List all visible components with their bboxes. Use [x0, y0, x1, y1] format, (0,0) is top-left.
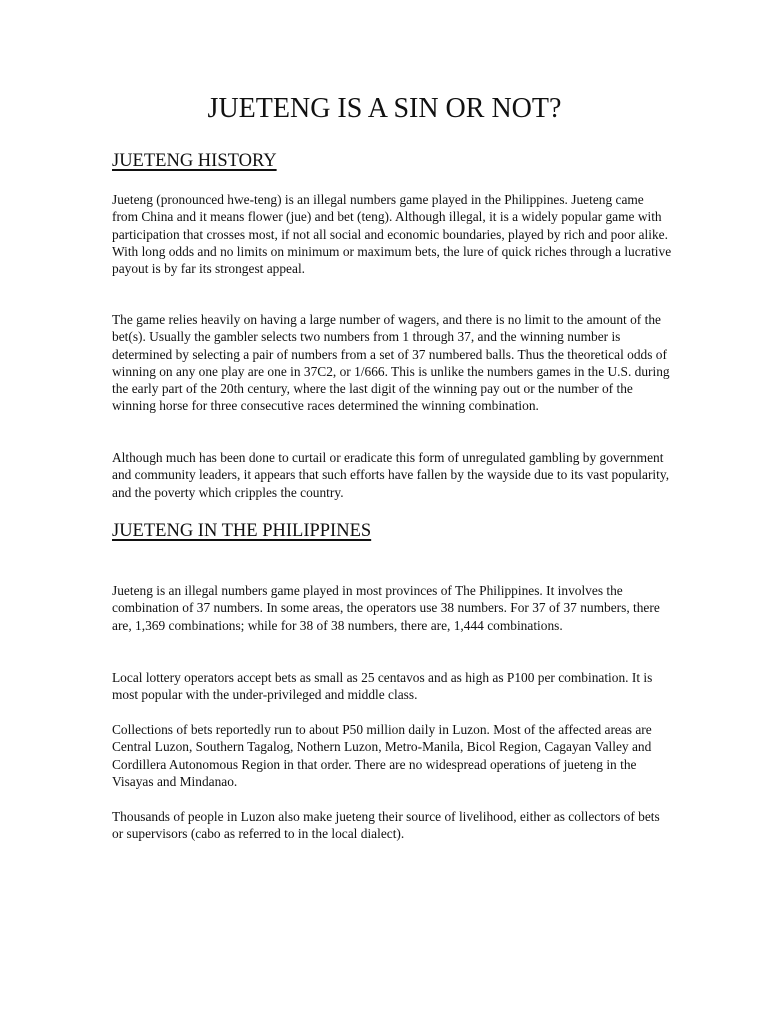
paragraph-philippines-1: Jueteng is an illegal numbers game played in most provinces of The Philippines. It involves the combination of 37 numbers. In some areas, the operators use 38 numbers. For 37 of 37 numbers, there are, 1,369 combinations; while for 38 of 38 numbers, there are, 1,444 combinations.: [112, 583, 660, 633]
section-heading-philippines: JUETENG IN THE PHILIPPINES: [112, 521, 372, 541]
document-title: JUETENG IS A SIN OR NOT?: [207, 93, 562, 124]
section-heading-history: JUETENG HISTORY: [112, 151, 277, 171]
paragraph-history-1: Jueteng (pronounced hwe-teng) is an illegal numbers game played in the Philippines. Jueteng came from China and it means flower (jue) and bet (teng). Although illegal, it is a widely popular game with participation that crosses most, if not all social and economic boundaries, played by rich and poor alike. With long odds and no limits on minimum or maximum bets, the lure of quick riches through a lucrative payout is by far its strongest appeal.: [112, 192, 672, 277]
paragraph-philippines-2: Local lottery operators accept bets as small as 25 centavos and as high as P100 per combination. It is most popular with the under-privileged and middle class.: [112, 670, 653, 703]
paragraph-philippines-3: Collections of bets reportedly run to about P50 million daily in Luzon. Most of the affected areas are Central Luzon, Southern Tagalog, Nothern Luzon, Metro-Manila, Bicol Region, Cagayan Valley and Cordillera Autonomous Region in that order. There are no widespread operations of jueteng in the Visayas and Mindanao.: [112, 722, 652, 789]
paragraph-philippines-4: Thousands of people in Luzon also make jueteng their source of livelihood, either as collectors of bets or supervisors (cabo as referred to in the local dialect).: [112, 809, 660, 842]
paragraph-history-3: Although much has been done to curtail or eradicate this form of unregulated gambling by government and community leaders, it appears that such efforts have fallen by the wayside due to its vast popularity, and the poverty which cripples the country.: [112, 450, 670, 500]
paragraph-history-2: The game relies heavily on having a large number of wagers, and there is no limit to the amount of the bet(s). Usually the gambler selects two numbers from 1 through 37, and the winning number is determined by selecting a pair of numbers from a set of 37 numbered balls. Thus the theoretical odds of winning on any one play are one in 37C2, or 1/666. This is unlike the numbers games in the U.S. during the early part of the 20th century, where the last digit of the winning pay out or the number of the winning horse for three consecutive races determined the winning combination.: [112, 312, 670, 414]
